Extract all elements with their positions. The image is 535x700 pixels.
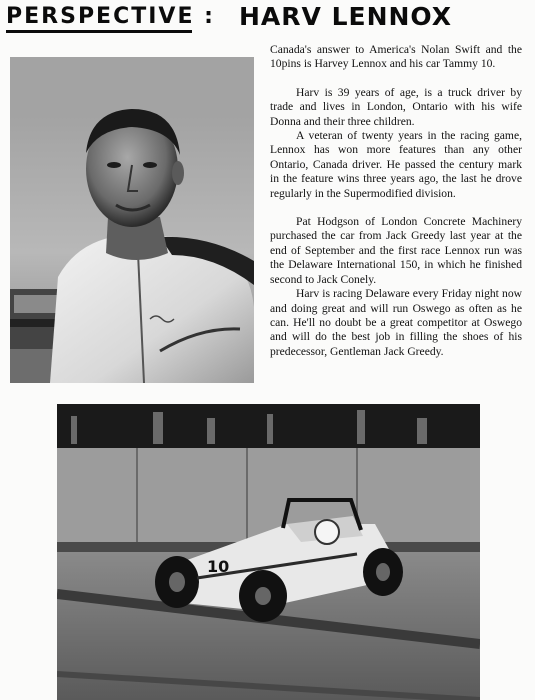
car-number-label: 10 (207, 557, 230, 576)
article-paragraph: A veteran of twenty years in the racing game, Lennox has won more features than any other Ontario, Canada driver. He passed the century mark in the feature wins three years ago, the last he drove regularly in the Supermodified division. (270, 129, 522, 200)
article-paragraph: Harv is racing Delaware every Friday night now and doing great and will run Oswego as often as he can. He'll no doubt be a great competitor at Oswego and will do the best job in filling the shoes of his predecessor, Gentleman Jack Greedy. (270, 287, 522, 358)
page-title: HARV LENNOX (239, 2, 453, 31)
section-heading-underline (6, 30, 192, 33)
article-paragraph: Harv is 39 years of age, is a truck driver by trade and lives in London, Ontario with his wife Donna and their three children. (270, 85, 522, 128)
race-car-photo (57, 404, 480, 700)
article-paragraph: Pat Hodgson of London Concrete Machinery purchased the car from Jack Greedy last year at the end of September and the first race Lennox run was the Delaware International 150, in which he finished second to Jack Conely. (270, 215, 522, 286)
driver-portrait-photo (10, 57, 254, 383)
section-heading: PERSPECTIVE : (6, 4, 215, 29)
article-body (270, 43, 522, 359)
article-paragraph: Canada's answer to America's Nolan Swift and the 10pins is Harvey Lennox and his car Tammy 10. (270, 43, 522, 71)
